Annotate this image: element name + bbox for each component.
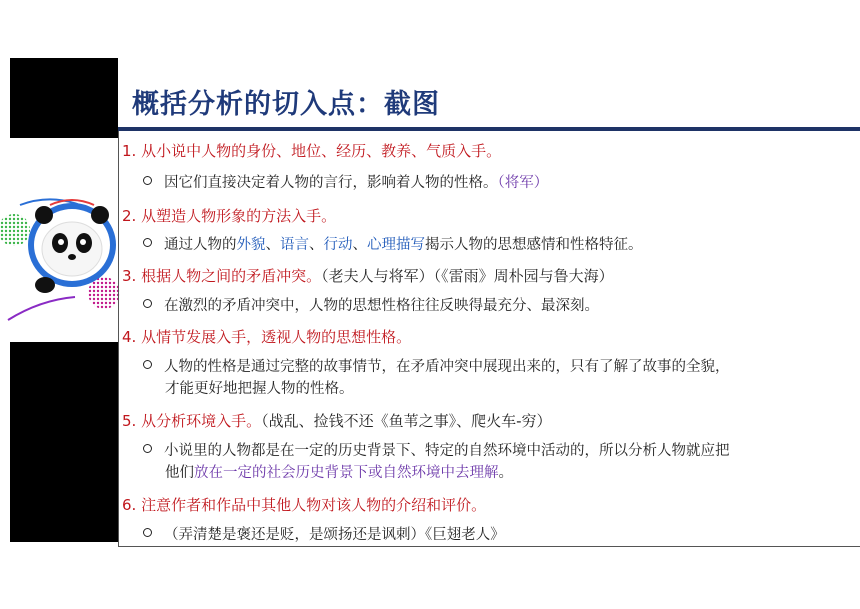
point-5-detail: [143, 440, 730, 484]
bullet-circle-icon: [143, 360, 152, 369]
point-4-detail-line2: 才能更好地把握人物的性格。: [165, 381, 354, 397]
point-2-heading-text: 2. 从塑造人物形象的方法入手。: [122, 207, 337, 225]
point-5-heading: [122, 410, 552, 431]
point-5-detail-line1: 小说里的人物都是在一定的历史背景下、特定的自然环境中活动的，所以分析人物就应把: [164, 443, 730, 459]
point-4-heading: [122, 326, 411, 347]
point-4-heading-text: 4. 从情节发展入手，透视人物的思想性格。: [122, 328, 412, 346]
method-language: 语言: [280, 237, 309, 253]
point-3-heading: [122, 265, 614, 286]
bullet-circle-icon: [143, 528, 152, 537]
method-sep: 、: [309, 237, 324, 253]
point-2-detail-pre: 通过人物的: [164, 237, 237, 253]
point-1-heading-text: 1. 从小说中人物的身份、地位、经历、教养、气质入手。: [122, 142, 502, 160]
bullet-circle-icon: [143, 238, 152, 247]
page-title: 概括分析的切入点：截图: [132, 89, 440, 120]
point-3-heading-text: 3. 根据人物之间的矛盾冲突。: [122, 267, 322, 285]
point-2-heading: [122, 205, 336, 226]
point-5-detail-highlight: 放在一定的社会历史背景下或自然环境中去理解: [194, 465, 499, 481]
point-3-detail-text: 在激烈的矛盾冲突中，人物的思想性格往往反映得最充分、最深刻。: [164, 298, 599, 314]
point-1-detail-example: （将军）: [497, 175, 549, 191]
method-sep: 、: [265, 237, 280, 253]
bullet-circle-icon: [143, 176, 152, 185]
point-3-heading-note: （老夫人与将军）（《雷雨》周朴园与鲁大海）: [321, 267, 614, 285]
panda-mascot-icon: [0, 185, 135, 330]
point-6-heading: [122, 494, 486, 515]
point-5-detail-line2-post: 。: [498, 465, 513, 481]
point-5-heading-text: 5. 从分析环境入手。: [122, 412, 262, 430]
method-psychology: 心理描写: [367, 237, 425, 253]
point-4-detail-line1: 人物的性格是通过完整的故事情节，在矛盾冲突中展现出来的，只有了解了故事的全貌，: [164, 359, 730, 375]
method-appearance: 外貌: [236, 237, 266, 253]
point-1-detail: [143, 172, 548, 194]
point-2-detail-post: 揭示人物的思想感情和性格特征。: [425, 237, 643, 253]
point-5-detail-line2-pre: 他们: [165, 465, 194, 481]
bullet-circle-icon: [143, 299, 152, 308]
point-1-heading: [122, 140, 501, 161]
point-5-heading-note: （战乱、捡钱不还《鱼苇之事》、爬火车-穷）: [261, 412, 552, 430]
decor-bar-top: [10, 58, 118, 138]
decor-bar-bottom: [10, 342, 118, 542]
point-4-detail: [143, 356, 730, 400]
point-1-detail-text: 因它们直接决定着人物的言行，影响着人物的性格。: [164, 175, 498, 191]
point-6-detail-text: （弄清楚是褒还是贬，是颂扬还是讽刺）《巨翅老人》: [164, 527, 505, 543]
point-3-detail: [143, 295, 599, 317]
point-5-detail-line2: [143, 462, 730, 484]
method-sep: 、: [352, 237, 367, 253]
point-2-detail: [143, 234, 643, 256]
point-6-heading-text: 6. 注意作者和作品中其他人物对该人物的介绍和评价。: [122, 496, 487, 514]
point-6-detail: [143, 524, 505, 546]
bullet-circle-icon: [143, 444, 152, 453]
method-action: 行动: [323, 237, 353, 253]
